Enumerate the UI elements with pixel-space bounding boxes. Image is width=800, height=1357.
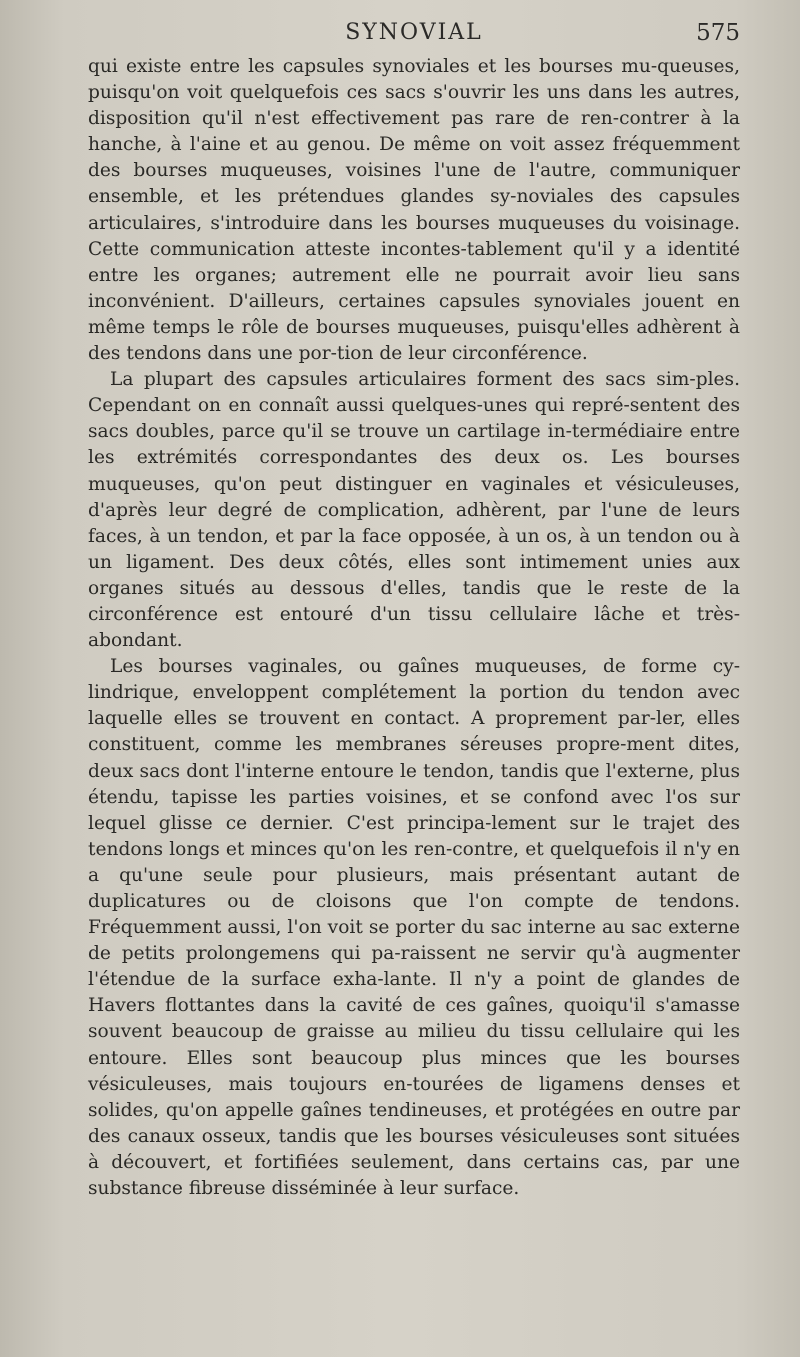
paragraph-2: La plupart des capsules articulaires forment des sacs sim-ples. Cependant on en connaît aussi quelques-unes qui repré-sentent des sacs doubles, parce qu'il se trouve un cartilage in-termédiaire entre les extrémités correspondantes des deux os. Les bourses muqueuses, qu'on peut distinguer en vaginales et vésiculeuses, d'après leur degré de complication, adhèrent, par l'une de leurs faces, à un tendon, et par la face opposée, à un os, à un tendon ou à un ligament. Des deux côtés, elles sont intimement unies aux organes situés au dessous d'elles, tandis que le reste de la circonférence est entouré d'un tissu cellulaire lâche et très-abondant. [88, 369, 740, 652]
page-number: 575 [696, 20, 740, 46]
paragraph-3: Les bourses vaginales, ou gaînes muqueuses, de forme cy-lindrique, enveloppent complétement la portion du tendon avec laquelle elles se trouvent en contact. A proprement par-ler, elles constituent, comme les membranes séreuses propre-ment dites, deux sacs dont l'interne entoure le tendon, tandis que l'externe, plus étendu, tapisse les parties voisines, et se confond avec l'os sur lequel glisse ce dernier. C'est principa-lement sur le trajet des tendons longs et minces qu'on les ren-contre, et quelquefois il n'y en a qu'une seule pour plusieurs, mais présentant autant de duplicatures ou de cloisons que l'on compte de tendons. Fréquemment aussi, l'on voit se porter du sac interne au sac externe de petits prolongemens qui pa-raissent ne servir qu'à augmenter l'étendue de la surface exha-lante. Il n'y a point de glandes de Havers flottantes dans la cavité de ces gaînes, quoiqu'il s'amasse souvent beaucoup de graisse au milieu du tissu cellulaire qui les entoure. Elles sont beaucoup plus minces que les bourses vésiculeuses, mais toujours en-tourées de ligamens denses et solides, qu'on appelle gaînes tendineuses, et protégées en outre par des canaux osseux, tandis que les bourses vésiculeuses sont situées à découvert, et fortifiées seulement, dans certains cas, par une substance fibreuse disséminée à leur surface. [88, 656, 740, 1200]
paragraph-1: qui existe entre les capsules synoviales et les bourses mu-queuses, puisqu'on voit quelquefois ces sacs s'ouvrir les uns dans les autres, disposition qu'il n'est effectivement pas rare de ren-contrer à la hanche, à l'aine et au genou. De même on voit assez fréquemment des bourses muqueuses, voisines l'une de l'autre, communiquer ensemble, et les prétendues glandes sy-noviales des capsules articulaires, s'introduire dans les bourses muqueuses du voisinage. Cette communication atteste incontes-tablement qu'il y a identité entre les organes; autrement elle ne pourrait avoir lieu sans inconvénient. D'ailleurs, certaines capsules synoviales jouent en même temps le rôle de bourses muqueuses, puisqu'elles adhèrent à des tendons dans une por-tion de leur circonférence. [88, 56, 740, 365]
body-text [88, 54, 740, 1202]
running-head: SYNOVIAL [345, 20, 483, 45]
page-header [88, 20, 740, 56]
